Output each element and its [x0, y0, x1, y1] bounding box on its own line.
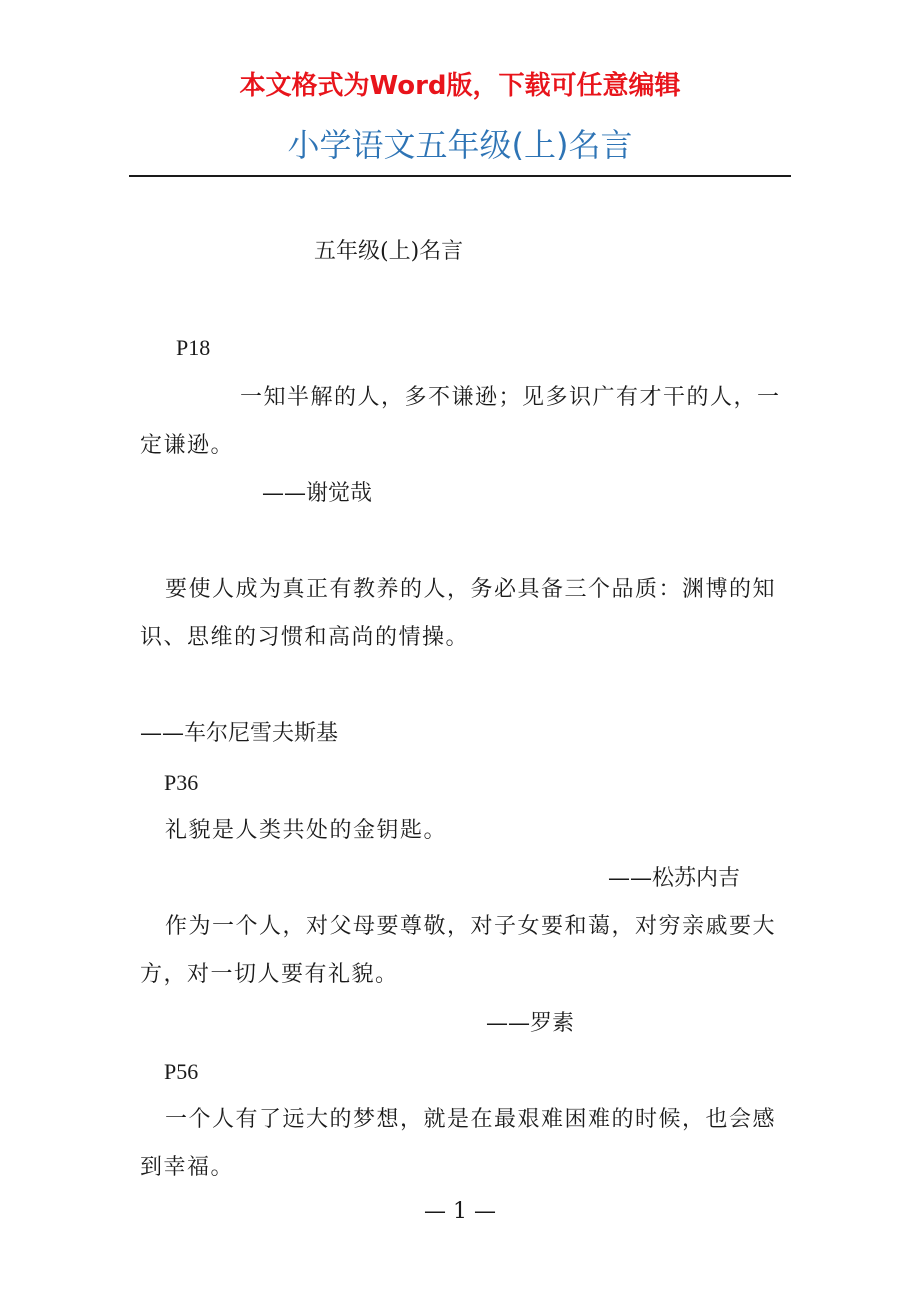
quote-text: 一知半解的人，多不谦逊；见多识广有才干的人，一定谦逊。	[140, 385, 781, 458]
quote-text: 一个人有了远大的梦想，就是在最艰难困难的时候，也会感到幸福。	[140, 1107, 777, 1180]
quote-author: ——罗素	[486, 1011, 575, 1036]
section-heading: 五年级(上)名言	[314, 239, 464, 264]
quote-author: ——谢觉哉	[262, 481, 373, 506]
quote-author: ——松苏内吉	[608, 866, 741, 891]
page-number-footer: — 1 —	[424, 1199, 496, 1224]
page-ref-p18: P18	[176, 335, 211, 360]
page-ref-p36: P36	[164, 770, 199, 795]
document-title: 小学语文五年级(上)名言	[287, 126, 633, 164]
quote-text: 作为一个人，对父母要尊敬，对子女要和蔼，对穷亲戚要大方，对一切人要有礼貌。	[140, 914, 777, 987]
quote-text: 礼貌是人类共处的金钥匙。	[165, 818, 448, 843]
quote-text: 要使人成为真正有教养的人，务必具备三个品质：渊博的知识、思维的习惯和高尚的情操。	[140, 577, 777, 650]
title-divider	[129, 175, 791, 177]
quote-author: ——车尔尼雪夫斯基	[140, 721, 339, 746]
page-ref-p56: P56	[164, 1059, 199, 1084]
format-banner: 本文格式为Word版，下载可任意编辑	[239, 71, 681, 101]
